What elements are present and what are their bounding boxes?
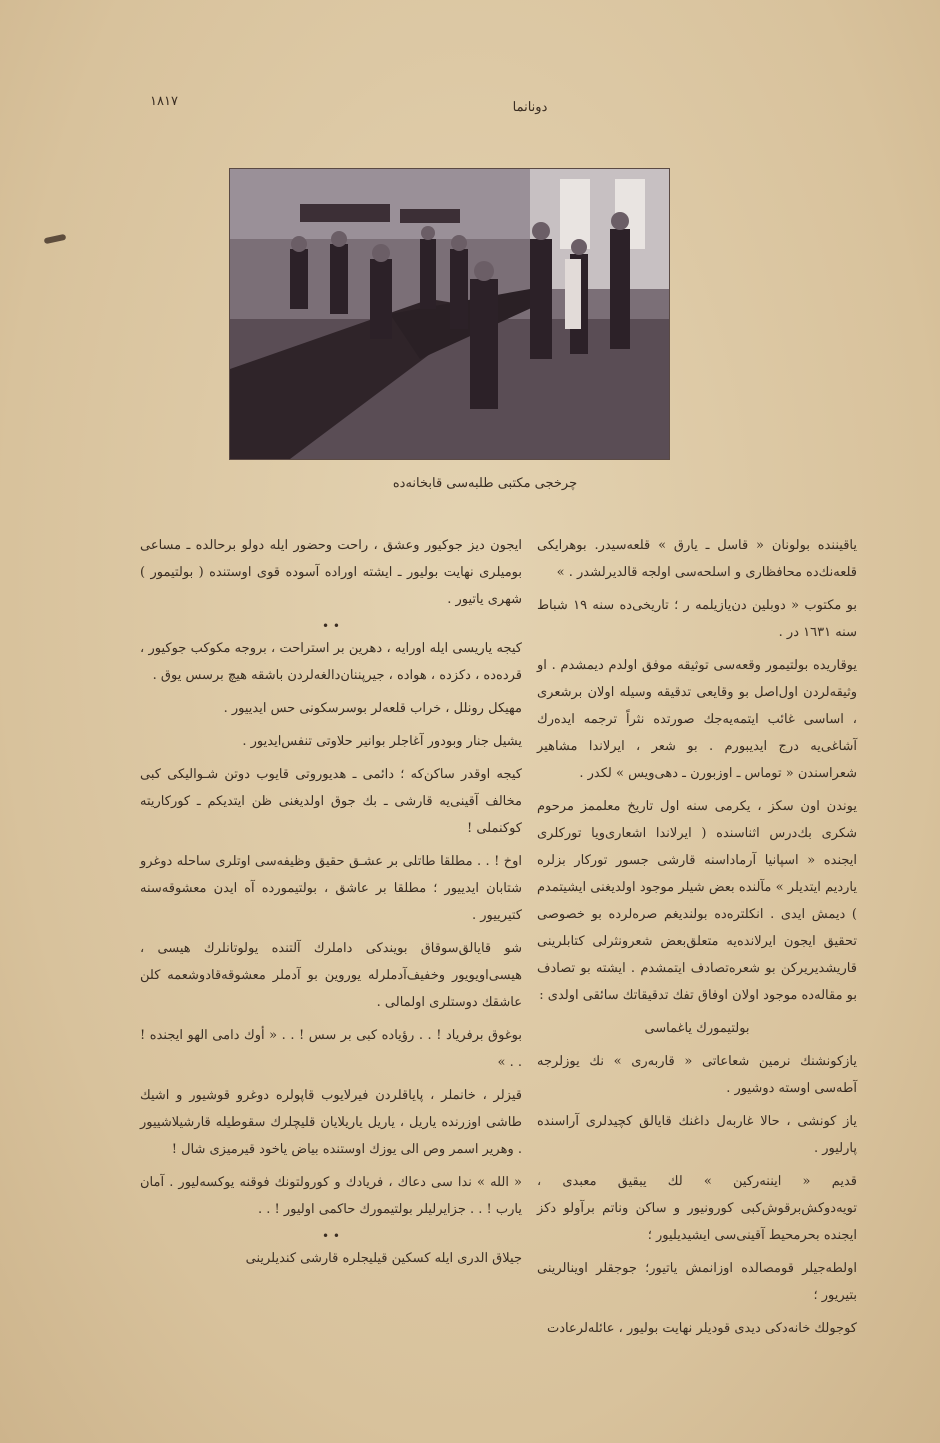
paragraph: « الله » ندا سی دعاك ، فریادك و کورولتونك فوقنه یوکسه‌لیور . آمان یارب ! . . جزایرلیلر بولتیمورك حاکمی اولیور ! . . [140, 1175, 522, 1217]
poem-paragraph: یاز کونشی ، حالا غاربه‌ل داغنك قایالق کچیدلری آراسنده پارلیور . [537, 1114, 857, 1156]
paragraph: یشیل جنار وبودور آغاجلر بوانیر حلاوتی تنفس‌ایدیور . [242, 734, 522, 749]
paragraph: ایجون دیز جوکیور وعشق ، راحت وحضور ایله دولو برحالده ـ مساعی بومیلری نهایت بولیور ـ ایشته اوراده آسوده قوی اوستنده ( بولتیمور ) شهری یاتیور . [140, 538, 522, 607]
poem-paragraph: کوجولك خانه‌دکی دیدی قودیلر نهایت بولیور ، عائله‌لرعادت [547, 1321, 857, 1336]
photo-illustration [230, 169, 669, 459]
paragraph: یاقیننده بولونان « قاسل ـ یارق » قلعه‌سیدر. بوهرایکی قلعه‌نك‌ده محافظاری و اسلحه‌سی اولجه قالدیرلشدر . » [537, 538, 857, 580]
poem-title: بولتیمورك یاغماسی [644, 1021, 750, 1036]
paragraph: شو قایالق‌سوقاق بویندکی داملرك آلتنده یولوتانلرك هیسی ، هیسی‌اویویور وخفیف‌آدملرله یوروین بو آدملر معشوقه‌قادوشعمه کلن عاشقك دوستلری اولمالی . [140, 941, 522, 1010]
photo-caption: چرخجی مکتبی طلبه‌سی قابخانه‌ده [392, 476, 578, 491]
poem-paragraph: یازکونشنك نرمین شعاعاتی « قاربه‌ری » نك یوزلرجه آطه‌سی اوسته دوشیور . [537, 1054, 857, 1096]
paragraph: قیزلر ، خانملر ، پایاقلردن فیرلایوب قاپولره دوغرو قوشیور و اشیك طاشی اوزرنده یاریل ، یاریل یاریلایان قلیچلرك سقوطیله قارشیلاشییور . وهریر اسمر وص الی یوزك اوستنده بیاض یاخود قیرمیزی شال ! [140, 1088, 522, 1157]
section-separator: • • [322, 1229, 340, 1243]
paragraph: کیجه اوقدر ساکن‌که ؛ دائمی ـ هدیوروتی قایوب دوتن شـوالیکی کبی مخالف آقینی‌یه قارشی ـ بك جوق اولدیغنی ظن ایتدیکم ـ کورکاریته کوکنملی ! [140, 767, 522, 836]
paragraph: اوخ ! . . مطلقا طاتلی بر عشـق حقیق وظیفه‌سی اوتلری ساحله دوغرو شتابان ایدییور ؛ مطلقا بر عاشق ، بولتیمورده آه ایدن معشوقه‌سنه کتیرییور . [140, 854, 522, 923]
poem-paragraph: قدیم « ایننه‌رکین » لك یبقیق معبدی ، تویه‌دوکش‌برقوش‌کبی کورونیور و ساکن وناتم برآولو دکز ایجنده بحرمحیط آقینی‌سی ایشیدیلیور ؛ [537, 1174, 857, 1243]
margin-ink-mark [44, 234, 67, 244]
paragraph: بو مکتوب « دوبلین دن‌یازیلمه ر ؛ تاریخی‌ده سنه ۱۹ شباط سنه ۱٦٣١ در . [537, 598, 858, 640]
left-column [140, 532, 522, 1278]
page-number: ١٨١٧ [150, 94, 178, 109]
paragraph: جیلاق الدری ایله کسکین قیلیجلره قارشی کندیلرینی [245, 1251, 522, 1266]
paragraph: بوغوق برفریاد ! . . رؤیاده کبی بر سس ! . . « أوك دامی الهو ایجنده ! . . » [140, 1028, 522, 1070]
paragraph: کیجه یاریسی ایله اورایه ، دهرین بر استراحت ، بروجه مکوکب جوکیور ، قرده‌ده ، دکزده ، هواده ، جیرپننان‌دالغه‌لردن باشقه هیچ برسس یوق . [140, 641, 522, 683]
paragraph: یوقاریده بولتیمور وقعه‌سی توثیقه موفق اولدم دیمشدم . او وثیقه‌لردن اول‌اصل بو وقایعی تدقیقه وسیله اولان برشعری ، اساسی غائب ایتمه‌یه‌جك صورتده نثراً ترجمه ایده‌رك آشاغی‌یه درج ایدیبورم . بو شعر ، ایرلاندا مشاهیر شعراسندن « توماس ـ اوزبورن ـ دهی‌ویس » لكدر . [537, 658, 857, 781]
section-separator: • • [322, 619, 340, 633]
right-column [537, 532, 857, 1348]
workshop-photograph [229, 168, 670, 460]
paragraph: مهیکل رونلل ، خراب قلعه‌لر بوسرسکونی حس ایدییور . [223, 701, 522, 716]
poem-paragraph: اولطه‌جیلر قومصالده اوزانمش یاتیور؛ جوجقلر اوینالرینی بتیریور ؛ [537, 1261, 857, 1303]
running-title: دونانما [512, 100, 548, 115]
paragraph: یوندن اون سکز ، یکرمی سنه اول تاریخ معلممز مرحوم شکری بك‌درس اثناسنده ( ایرلاندا اشعاری‌ویا تورکلری ایجنده « اسپانیا آرماداسنه قارشی جسور تورکار بزلره یاردیم ایتدیلر » مآلنده بعض شیلر موجود اولدیغنی ایشیتمدم ) دیمش ایدی . انکلتره‌ده بولندیغم صره‌لرده بو خصوصی تحقیق ایجون ایرلانده‌یه متعلق‌بعض شعرونثرلی کتابلرینی قاریشدیریرکن بو شعره‌تصادف ایتمشدم . ایشته بو تصادف بو مقاله‌ده موجود اولان اوفاق تفك تدقیقاتك سائقی اولدی : [537, 799, 857, 1003]
